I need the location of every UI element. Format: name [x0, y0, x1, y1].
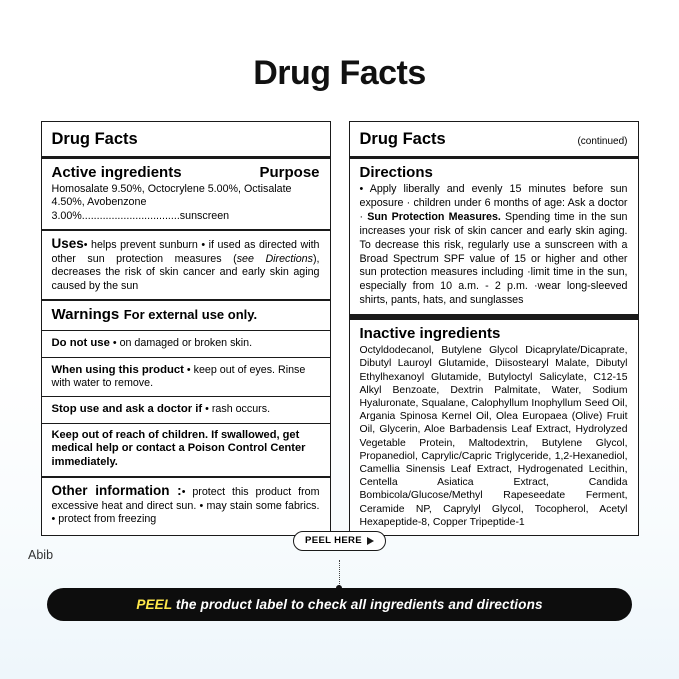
right-panel-header	[350, 122, 638, 159]
inactive-ingredients-label: Inactive ingredients	[359, 325, 501, 343]
left-panel	[41, 121, 331, 536]
drug-facts-panels	[0, 121, 679, 536]
active-ingredients-section	[42, 159, 330, 231]
right-panel	[349, 121, 639, 536]
left-panel-header	[42, 122, 330, 159]
directions-section	[350, 159, 638, 320]
peel-banner-text	[136, 597, 542, 612]
uses-text-2: ), decreases the risk of skin cancer and early skin aging caused by the sun	[51, 253, 320, 292]
do-not-use-section	[42, 331, 330, 357]
continued-label: (continued)	[577, 136, 628, 147]
when-using-text: • keep out of eyes. Rinse with water to remove.	[51, 363, 306, 389]
brand-name: Abib	[28, 548, 54, 562]
stop-use-section	[42, 397, 330, 423]
keep-out-text: Keep out of reach of children. If swallowed, get medical help or contact a Poison Control Center immediately.	[51, 428, 306, 469]
peel-banner	[47, 588, 632, 621]
left-panel-title: Drug Facts	[51, 130, 138, 148]
inactive-ingredients-section	[350, 320, 638, 535]
warnings-section	[42, 301, 330, 331]
active-ingredients-label: Active ingredients	[51, 164, 182, 181]
do-not-use-text: • on damaged or broken skin.	[112, 337, 253, 350]
arrow-right-icon	[367, 537, 374, 545]
when-using-section	[42, 358, 330, 398]
right-panel-title: Drug Facts	[359, 130, 446, 148]
do-not-use-label: Do not use	[51, 337, 110, 350]
other-information-section	[42, 478, 330, 533]
stop-use-text: • rash occurs.	[205, 403, 271, 416]
uses-text-1: • helps prevent sunburn • if used as directed with other sun protection measures (	[51, 239, 320, 265]
when-using-label: When using this product	[51, 363, 184, 376]
directions-text-1: • Apply liberally and evenly 15 minutes before sun exposure · children under 6 months of age: Ask a doctor ·	[359, 183, 628, 223]
peel-here-wrap	[0, 531, 679, 551]
directions-label: Directions	[359, 164, 433, 181]
inactive-ingredients-text: Octyldodecanol, Butylene Glycol Dicaprylate/Dicaprate, Dibutyl Lauroyl Glutamide, Diisostearyl Malate, Dibutyl Ethylhexanoyl Glutamide, Butyloctyl Salicylate, C12-15 Alkyl Benzoate, Dextrin Palmitate, Water, Sodium Hyaluronate, Squalane, Calophyllum Inophyllum Seed Oil, Argania Spinosa Kernel Oil, Olea Europaea (Olive) Fruit Oil, Glycerin, Aloe Barbadensis Leaf Extract, Hydrolyzed Vegetable Protein, Maltodextrin, Butylene Glycol, Propanediol, Caprylic/Capric Triglyceride, 1,2-Hexanediol, Camellia Sinensis Leaf Extract, Hydrogenated Lecithin, Centella Asiatica Extract, Candida Bombicola/Glucose/Methyl Rapeseedate Ferment, Ceramide NP, Caprylyl Glycol, Tocopherol, Acetyl Hexapeptide-8, Copper Tripeptide-1	[359, 345, 628, 528]
purpose-label: Purpose	[259, 164, 320, 181]
peel-here-button[interactable]	[293, 531, 386, 551]
keep-out-of-reach-section	[42, 424, 330, 479]
uses-label: Uses	[51, 236, 84, 252]
peel-banner-rest: the product label to check all ingredients and directions	[172, 597, 543, 612]
uses-section	[42, 231, 330, 301]
other-information-text: • protect this product from excessive heat and direct sun. • may stain some fabrics. • protect from freezing	[51, 486, 320, 526]
other-information-label: Other information :	[51, 483, 182, 499]
warnings-label: Warnings	[51, 306, 120, 324]
directions-text-2: Spending time in the sun increases your risk of skin cancer and early skin aging. To decrease this risk, regularly use a sunscreen with a Broad Spectrum SPF value of 15 or higher and other sun protection measures including ·limit time in the sun, especially from 10 a.m. - 2 p.m. ·wear long-sleeved shirts, pants, hats, and sunglasses	[359, 210, 628, 307]
warnings-text: For external use only.	[123, 307, 258, 323]
peel-banner-highlight: PEEL	[136, 597, 173, 612]
uses-italic: see Directions	[236, 253, 313, 265]
page-title: Drug Facts	[253, 54, 426, 92]
peel-here-label: PEEL HERE	[305, 535, 362, 546]
active-ingredients-text: Homosalate 9.50%, Octocrylene 5.00%, Octisalate 4.50%, Avobenzone 3.00%.................................sunscreen	[51, 183, 292, 222]
stop-use-label: Stop use and ask a doctor if	[51, 403, 203, 416]
directions-bold: Sun Protection Measures.	[367, 210, 501, 223]
